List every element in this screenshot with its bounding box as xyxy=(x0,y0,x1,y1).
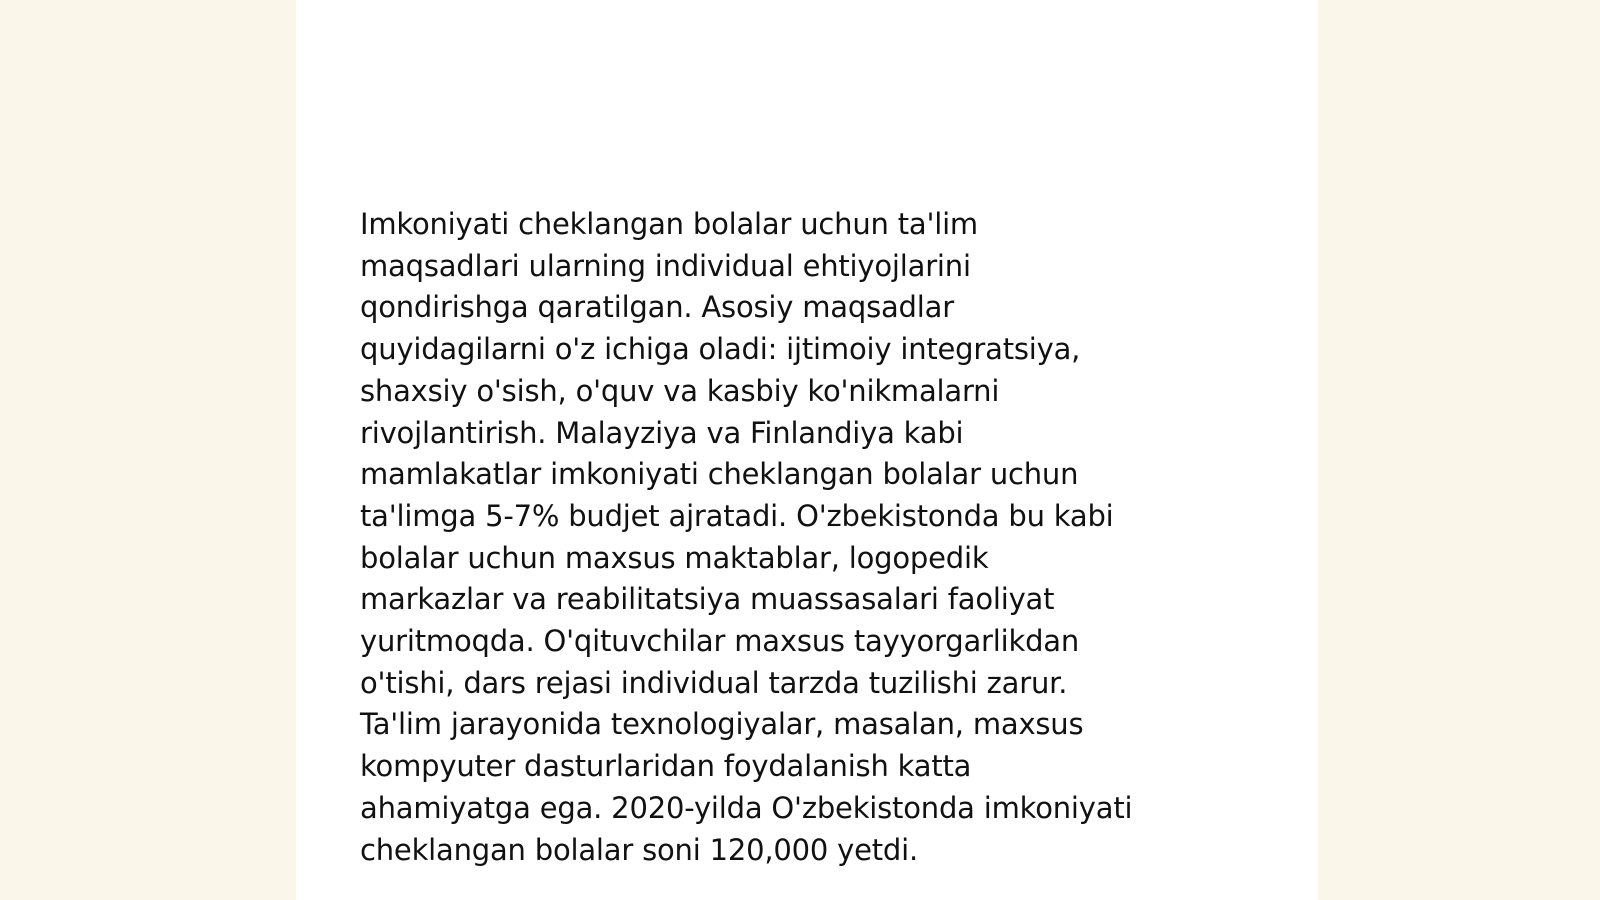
paragraph-line: markazlar va reabilitatsiya muassasalari faoliyat xyxy=(360,582,1055,617)
paragraph-line: Imkoniyati cheklangan bolalar uchun ta'lim xyxy=(360,207,978,241)
body-paragraph xyxy=(360,204,1240,871)
paragraph-line: rivojlantirish. Malayziya va Finlandiya kabi xyxy=(360,415,964,450)
paragraph-line: quyidagilarni o'z ichiga oladi: ijtimoiy integratsiya, xyxy=(360,332,1081,367)
paragraph-line: Ta'lim jarayonida texnologiyalar, masalan, maxsus xyxy=(360,707,1084,742)
paragraph-line: qondirishga qaratilgan. Asosiy maqsadlar xyxy=(360,290,954,325)
paragraph-line: cheklangan bolalar soni 120,000 yetdi. xyxy=(360,832,918,867)
paragraph-line: ahamiyatga ega. 2020-yilda O'zbekistonda imkoniyati xyxy=(360,790,1133,825)
paragraph-line: bolalar uchun maxsus maktablar, logopedik xyxy=(360,540,989,575)
paragraph-line: ta'limga 5-7% budjet ajratadi. O'zbekistonda bu kabi xyxy=(360,498,1114,533)
paragraph-line: o'tishi, dars rejasi individual tarzda tuzilishi zarur. xyxy=(360,665,1068,700)
paragraph-line: kompyuter dasturlaridan foydalanish katta xyxy=(360,749,972,784)
paragraph-line: mamlakatlar imkoniyati cheklangan bolalar uchun xyxy=(360,457,1079,492)
paragraph-line: shaxsiy o'sish, o'quv va kasbiy ko'nikmalarni xyxy=(360,373,1000,408)
paragraph-line: yuritmoqda. O'qituvchilar maxsus tayyorgarlikdan xyxy=(360,624,1080,659)
paragraph-line: maqsadlari ularning individual ehtiyojlarini xyxy=(360,248,971,283)
